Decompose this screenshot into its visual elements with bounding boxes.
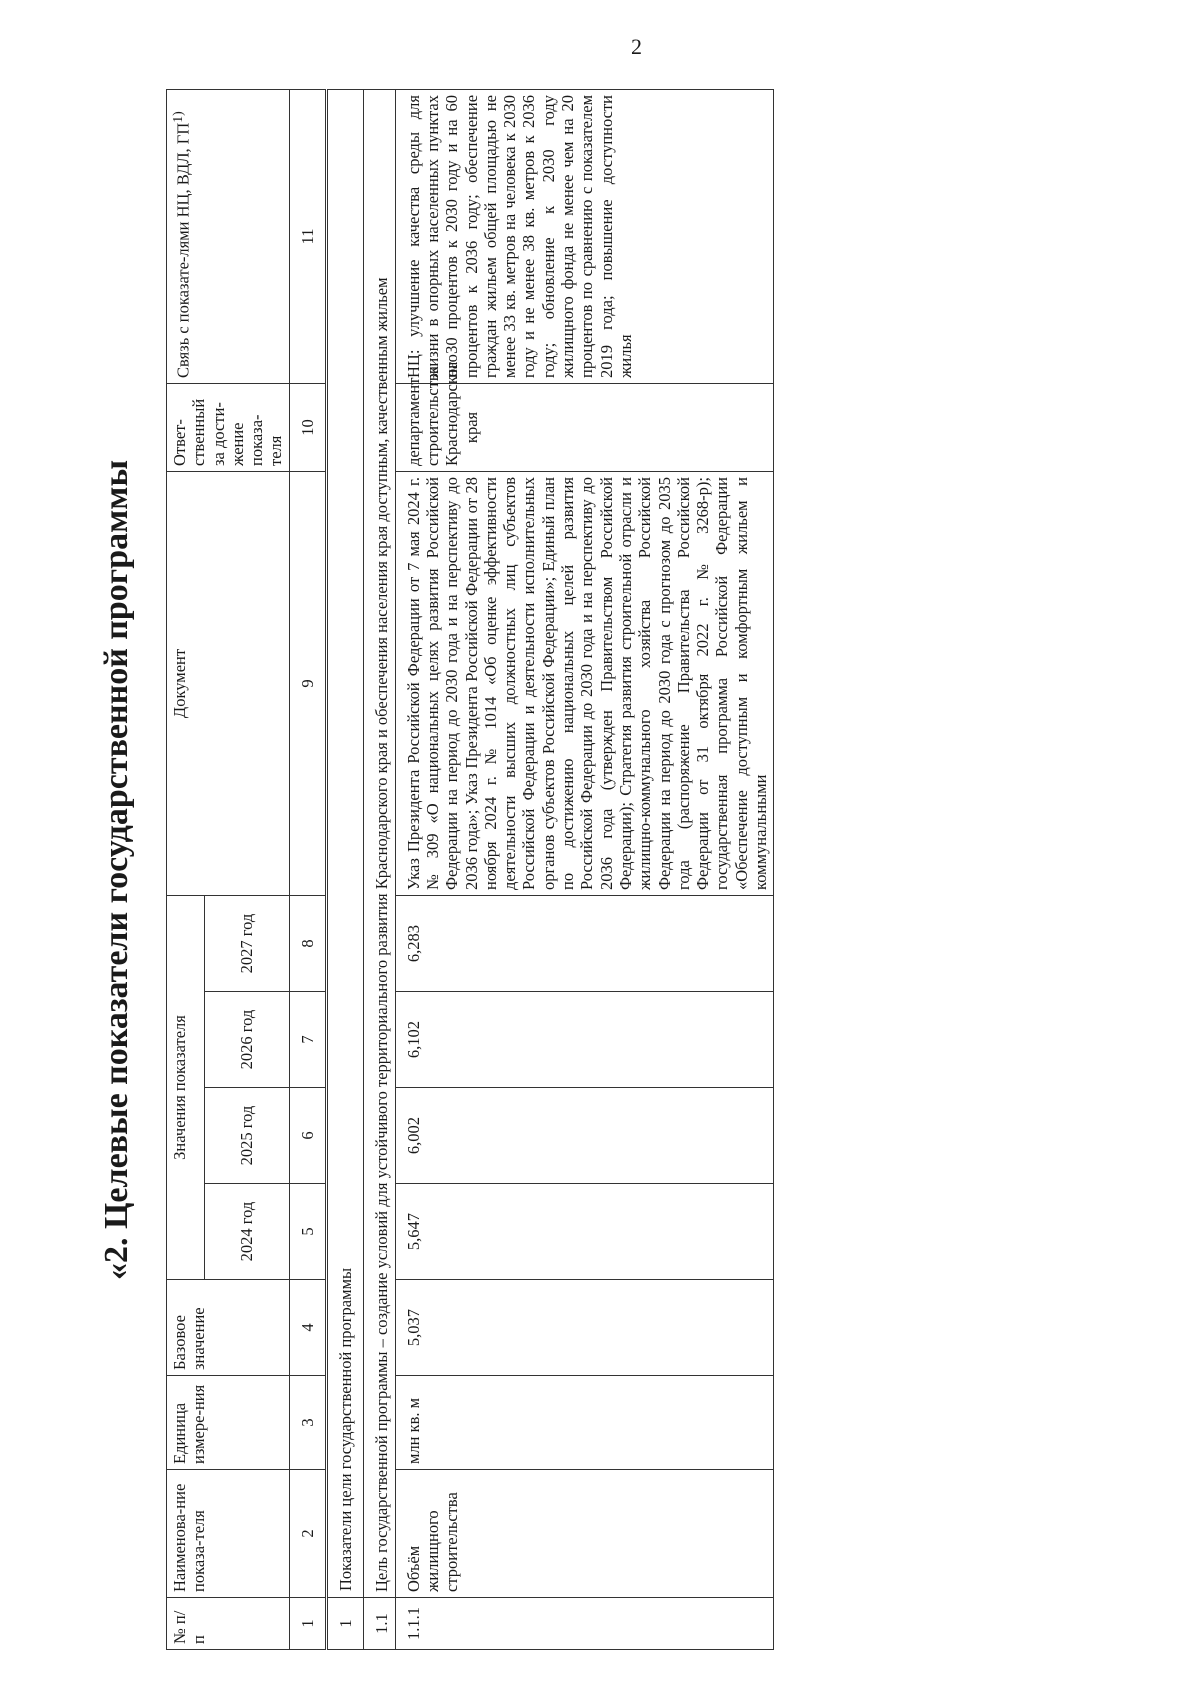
header-base: Базовое значение [167, 1280, 290, 1376]
section-row [327, 89, 364, 1649]
goal-row [364, 89, 395, 1649]
row-document: Указ Президента Российской Федерации от 7 мая 2024 г. № 309 «О национальных целях развития Российской Федерации на период до 2030 года и на перспективу до 2036 года»; Указ Президента Российской Федерации от 28 ноября 2024 г. № 1014 «Об оценке эффективности деятельности высших должностных лиц субъектов Российской Федерации и деятельности исполнительных органов субъектов Российской Федерации»; Единый план по достижению национальных целей развития Российской Федерации до 2030 года и на перспективу до 2036 года (утвержден Правительством Российской Федерации); Стратегия развития строительной отрасли и жилищно-коммунального хозяйства Российской Федерации на период до 2030 года с прогнозом до 2035 года (распоряжение Правительства Российской Федерации от 31 октября 2022 г. № 3268-р); государственная программа Российской Федерации «Обеспечение доступным и комфортным жильем и коммунальными [395, 471, 774, 895]
section-text: Показатели цели государственной программы [327, 89, 364, 1597]
column-number: 5 [289, 1184, 326, 1280]
row-2027: 6,283 [395, 895, 774, 991]
header-name: Наименова-ние показа-теля [167, 1470, 290, 1598]
column-number: 3 [289, 1376, 326, 1470]
column-number: 2 [289, 1470, 326, 1598]
header-row-1 [167, 89, 205, 1649]
goal-num: 1.1 [364, 1598, 395, 1650]
row-unit: млн кв. м [395, 1376, 774, 1470]
column-number: 1 [289, 1598, 326, 1650]
header-unit: Единица измере-ния [167, 1376, 290, 1470]
header-link-text: Связь с показате-лями НЦ, ВДЛ, ГП [173, 122, 193, 378]
column-number-row [289, 89, 326, 1649]
header-responsible: Ответ-ственный за дости-жение показа-теля [167, 383, 290, 471]
column-number: 9 [289, 471, 326, 895]
column-number: 7 [289, 992, 326, 1088]
column-number: 11 [289, 89, 326, 383]
goal-text: Цель государственной программы – создание условий для устойчивого территориального развития Краснодарского края и обеспечения населения края доступным, качественным жильем [364, 89, 395, 1597]
row-num: 1.1.1 [395, 1598, 774, 1650]
section-num: 1 [327, 1598, 364, 1650]
header-values-group: Значения показателя [167, 895, 205, 1279]
indicators-table [166, 89, 774, 1650]
row-2025: 6,002 [395, 1088, 774, 1184]
row-responsible: департамент строительства Краснодарского края [395, 383, 774, 471]
column-number: 4 [289, 1280, 326, 1376]
column-number: 10 [289, 383, 326, 471]
column-number: 8 [289, 895, 326, 991]
row-link: НЦ: улучшение качества среды для жизни в опорных населенных пунктах на 30 процентов к 2030 году и на 60 процентов к 2036 году; обеспечение граждан жильем общей площадью не менее 33 кв. метров на человека к 2030 году и не менее 38 кв. метров к 2036 году; обновление к 2030 году жилищного фонда не менее чем на 20 процентов по сравнению с показателем 2019 года; повышение доступности жилья [395, 89, 774, 383]
header-num: № п/п [167, 1598, 290, 1650]
page-title: «2. Целевые показатели государственной программы [98, 459, 135, 1281]
page-number: 2 [631, 34, 642, 59]
row-2024: 5,647 [395, 1184, 774, 1280]
header-year-2025: 2025 год [204, 1088, 289, 1184]
table-row [395, 89, 774, 1649]
row-name: Объём жилищного строительства [395, 1470, 774, 1598]
rotated-page-content [88, 80, 1148, 1660]
header-link [167, 89, 290, 383]
row-2026: 6,102 [395, 992, 774, 1088]
header-document: Документ [167, 471, 290, 895]
header-year-2027: 2027 год [204, 895, 289, 991]
header-year-2026: 2026 год [204, 992, 289, 1088]
header-year-2024: 2024 год [204, 1184, 289, 1280]
header-link-footnote: 1) [170, 111, 185, 123]
column-number: 6 [289, 1088, 326, 1184]
row-base: 5,037 [395, 1280, 774, 1376]
